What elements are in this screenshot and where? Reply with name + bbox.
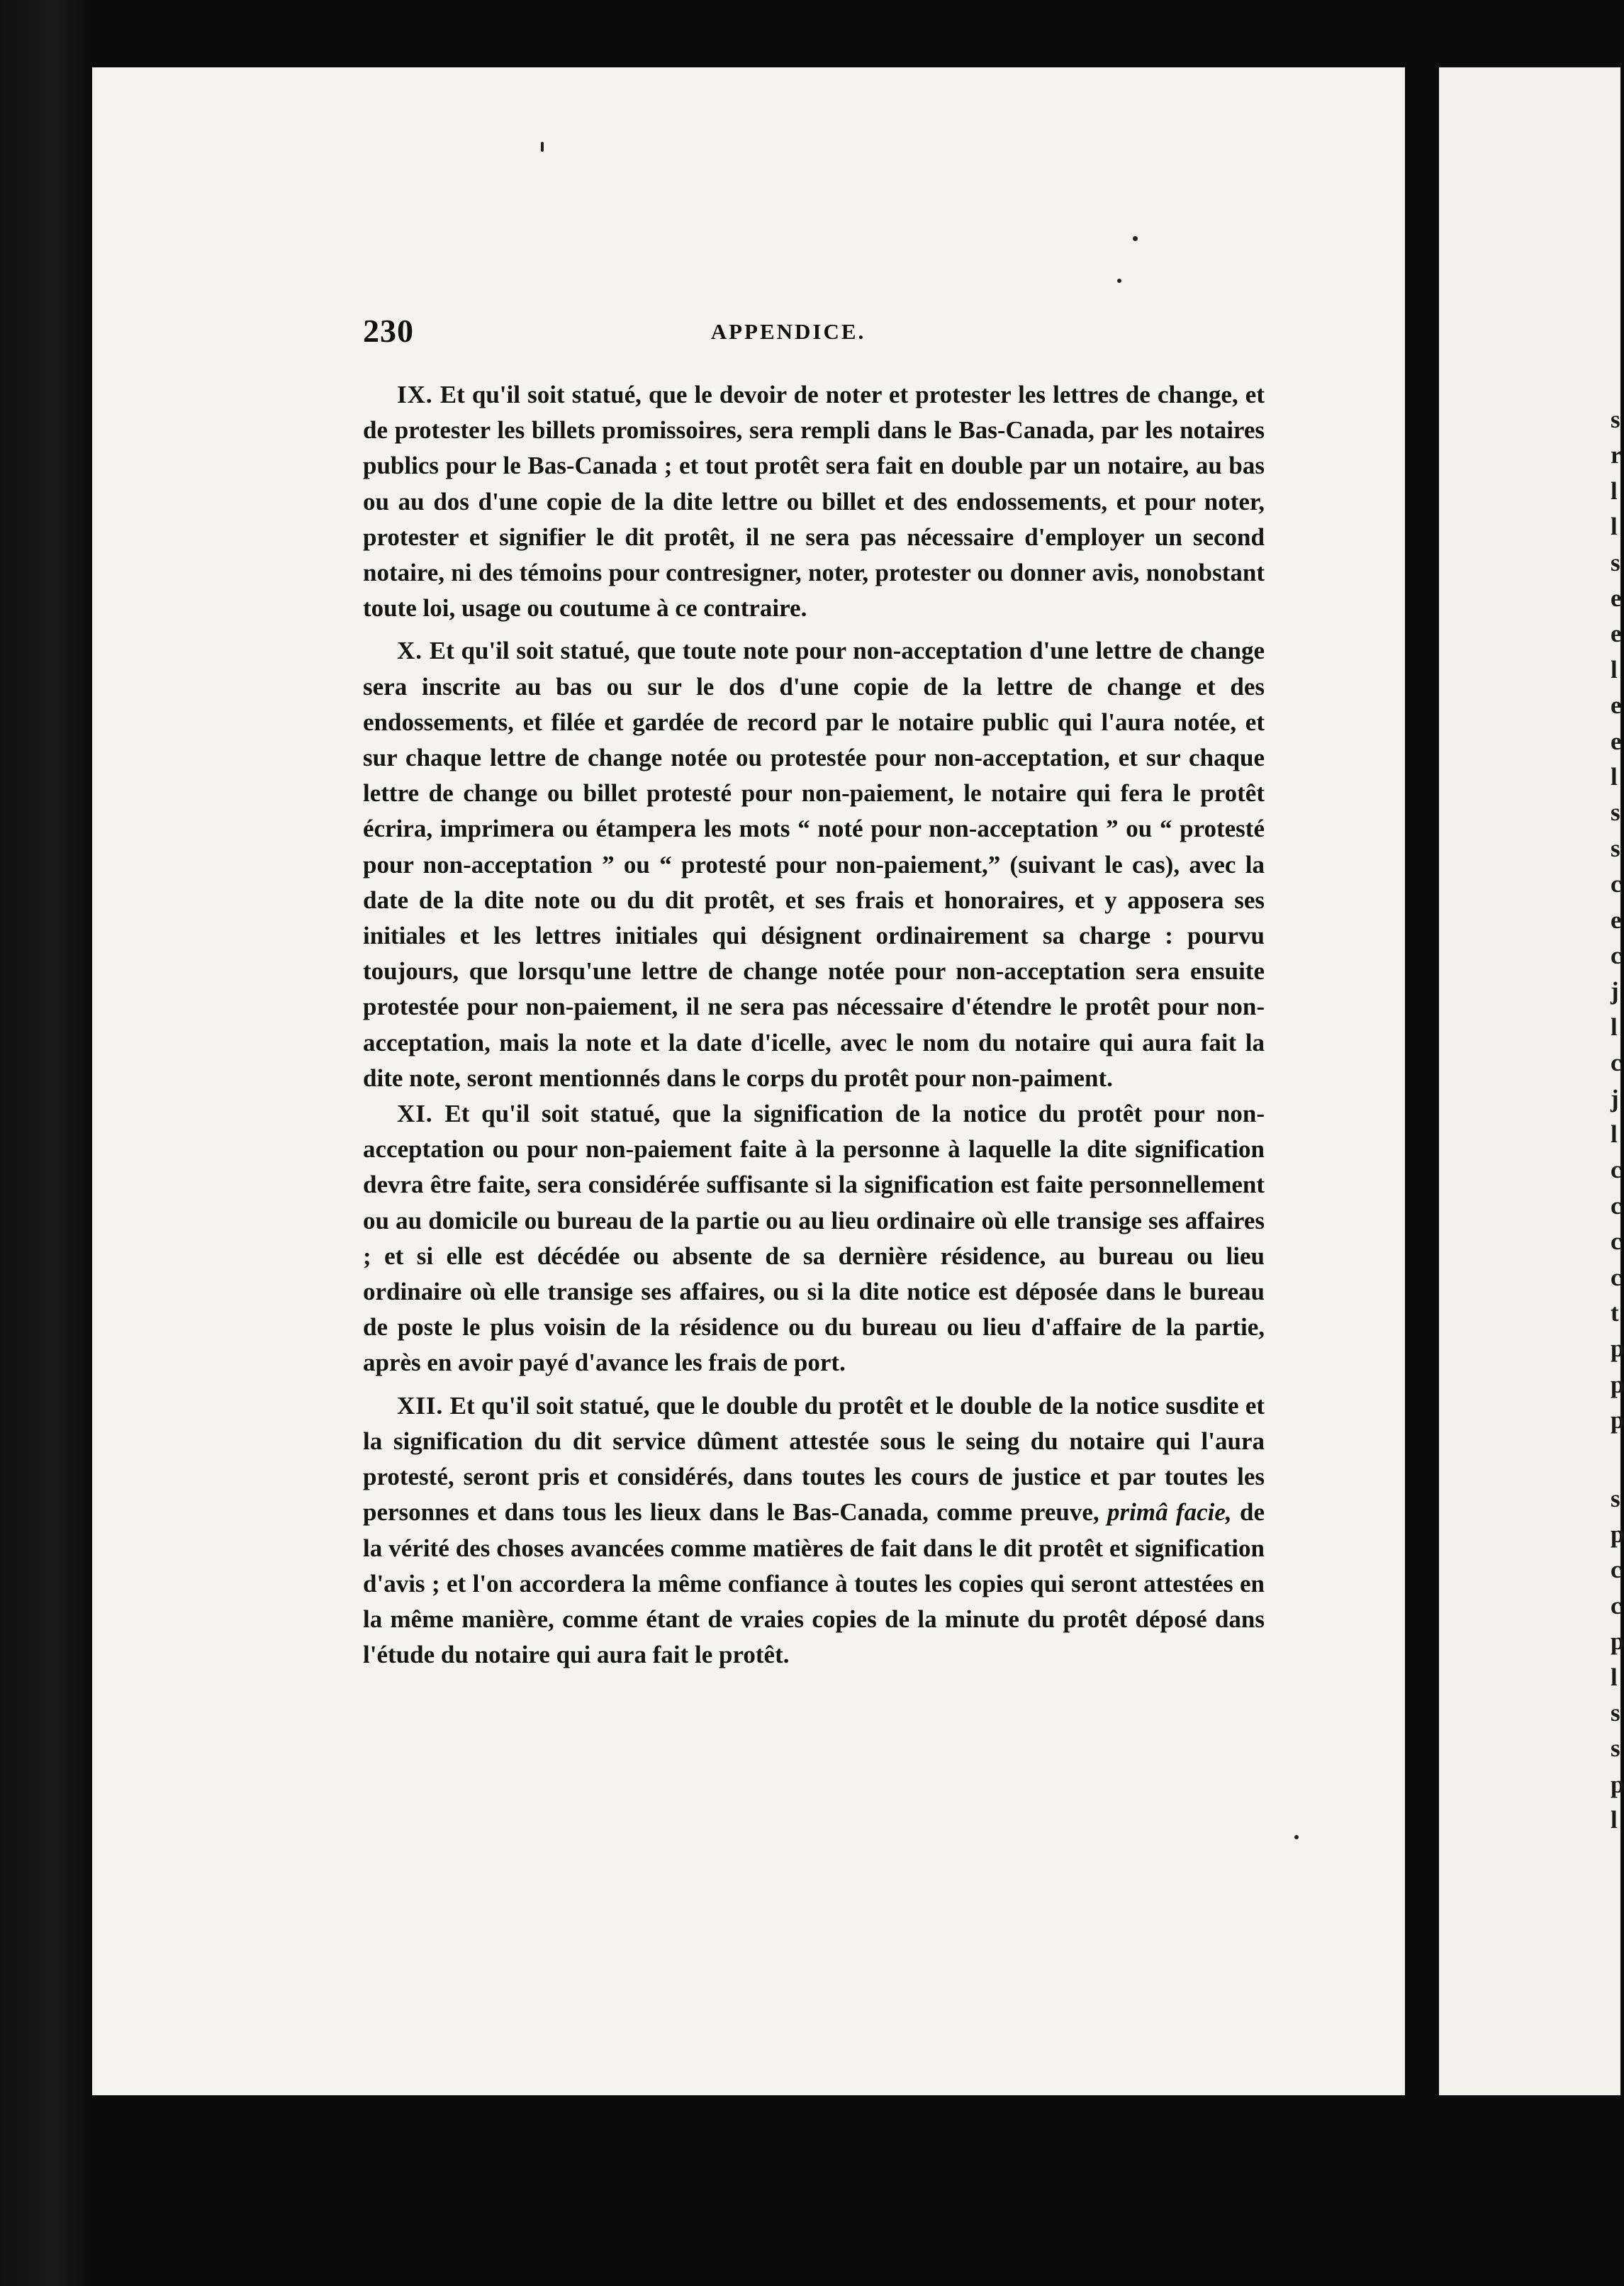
adjacent-page-letter: c (1611, 1049, 1622, 1076)
adjacent-page-letter: l (1611, 1013, 1618, 1041)
adjacent-page-letter: l (1611, 1663, 1618, 1691)
article-x (363, 633, 1265, 1096)
adjacent-page-letter: s (1611, 798, 1620, 826)
article-number: X. (397, 637, 423, 665)
adjacent-page-letter: t (1611, 1299, 1619, 1327)
adjacent-page-letter: l (1611, 513, 1618, 540)
article-number: XI. (397, 1100, 433, 1128)
scan-speck (1117, 279, 1121, 283)
adjacent-page-letter: l (1611, 763, 1618, 791)
adjacent-page-letter: e (1611, 584, 1622, 612)
article-text: Et qu'il soit statué, que toute note pour non-acceptation d'une lettre de change sera inscrite au bas ou sur le dos d'une copie de la lettre de change et des endossements, et filée et gardée de record par le notaire public qui l'aura notée, et sur chaque lettre de change notée ou protestée pour non-acceptation, et sur chaque lettre de change ou billet protesté pour non-paiement, le notaire qui fera le protêt écrira, imprimera ou étampera les mots “ noté pour non-acceptation ” ou “ protesté pour non-acceptation ” ou “ protesté pour non-paiement,” (suivant le cas), avec la date de la dite note ou du dit protêt, et ses frais et honoraires, et y apposera ses initiales et les lettres initiales qui désignent ordinairement sa charge : pourvu toujours, que lorsqu'une lettre de change notée pour non-acceptation sera ensuite protestée pour non-paiement, il ne sera pas nécessaire d'étendre le protêt pour non-acceptation, mais la note et la date d'icelle, avec le nom du notaire qui aura fait la dite note, seront mentionnés dans le corps du protêt pour non-paiment. (363, 637, 1265, 1092)
adjacent-page-letter: c (1611, 942, 1622, 969)
adjacent-page-letter: e (1611, 906, 1622, 934)
adjacent-page-letter: p (1611, 1627, 1624, 1655)
article-number: IX. (397, 381, 433, 408)
adjacent-page-letter: e (1611, 691, 1622, 719)
scan-speck (1294, 1835, 1299, 1839)
adjacent-page-letter: p (1611, 1334, 1624, 1362)
scan-speck (541, 142, 544, 152)
page-number: 230 (363, 313, 414, 349)
adjacent-page-letter: l (1611, 1806, 1618, 1834)
scan-speck (1133, 236, 1138, 241)
article-xii (363, 1388, 1265, 1673)
adjacent-page-letter: s (1611, 1699, 1620, 1727)
adjacent-page-letter: j (1611, 1085, 1619, 1113)
article-text: Et qu'il soit statué, que la signification de la notice du protêt pour non-acceptation ou pour non-paiement faite à la personne à laquelle la dite signification devra être faite, sera considérée suffisante si la signification est faite personnellement ou au domicile ou bureau de la partie ou au lieu ordinaire où elle transige ses affaires ; et si elle est décédée ou absente de sa dernière résidence, au bureau ou lieu ordinaire où elle transige ses affaires, ou si la dite notice est déposée dans le bureau de poste le plus voisin de la résidence ou du bureau ou lieu d'affaire de la partie, après en avoir payé d'avance les frais de port. (363, 1100, 1265, 1377)
adjacent-page-letter: c (1611, 1592, 1622, 1619)
adjacent-page-letter: c (1611, 870, 1622, 898)
adjacent-page-letter: r (1611, 441, 1622, 469)
adjacent-page-letter: p (1611, 1771, 1624, 1798)
adjacent-page-letter: j (1611, 977, 1619, 1005)
adjacent-page-letter: s (1611, 549, 1620, 576)
article-number: XII. (397, 1391, 444, 1420)
adjacent-page-letter: l (1611, 1120, 1618, 1148)
adjacent-page-letter: s (1611, 835, 1620, 862)
adjacent-page-letter: p (1611, 1371, 1624, 1398)
adjacent-page-letter: c (1611, 1264, 1622, 1291)
running-head (271, 312, 1306, 355)
article-xi (363, 1096, 1265, 1381)
adjacent-page-letter: c (1611, 1227, 1622, 1255)
adjacent-page-letter: e (1611, 727, 1622, 755)
adjacent-page-letter: e (1611, 620, 1622, 647)
page-title: APPENDICE. (710, 319, 866, 344)
adjacent-page (1439, 67, 1620, 2095)
adjacent-page-letter: c (1611, 1156, 1622, 1183)
adjacent-page-letter: c (1611, 1556, 1622, 1583)
adjacent-page-letter: c (1611, 1192, 1622, 1220)
adjacent-page-letter: l (1611, 477, 1618, 505)
adjacent-page-letter: l (1611, 656, 1618, 684)
article-text-before: Et qu'il soit statué, que le double du protêt et le double de la notice susdite et la signification du dit service dûment attestée sous le seing du notaire qui l'aura protesté, seront pris et considérés, dans toutes les cours de justice et par toutes les personnes et dans tous les lieux dans le Bas-Canada, comme preuve, (363, 1391, 1265, 1527)
article-text-italic: primâ facie, (1107, 1498, 1232, 1527)
page-body (363, 377, 1265, 1673)
adjacent-page-letter: s (1611, 1734, 1620, 1762)
article-ix (363, 377, 1265, 626)
adjacent-page-letter: s (1611, 406, 1620, 433)
adjacent-page-letter: p (1611, 1406, 1624, 1434)
article-text: Et qu'il soit statué, que le devoir de noter et protester les lettres de change, et de protester les billets promissoires, sera rempli dans le Bas-Canada, par les notaires publics pour le Bas-Canada ; et tout protêt sera fait en double par un notaire, au bas ou au dos d'une copie de la dite lettre ou billet et des endossements, et pour noter, protester et signifier le dit protêt, il ne sera pas nécessaire d'employer un second notaire, ni des témoins pour contresigner, noter, protester ou donner avis, nonobstant toute loi, usage ou coutume à ce contraire. (363, 381, 1265, 623)
adjacent-page-letter: s (1611, 1485, 1620, 1512)
article-text-after: de la vérité des choses avancées comme matières de fait dans le dit protêt et signification d'avis ; et l'on accordera la même confiance à toutes les copies qui seront attestées en la même manière, comme étant de vraies copies de la minute du protêt déposé dans l'étude du notaire qui aura fait le protêt. (363, 1498, 1265, 1669)
scan-left-margin (0, 0, 92, 2286)
adjacent-page-letter: p (1611, 1520, 1624, 1548)
book-gutter (1405, 67, 1439, 2095)
